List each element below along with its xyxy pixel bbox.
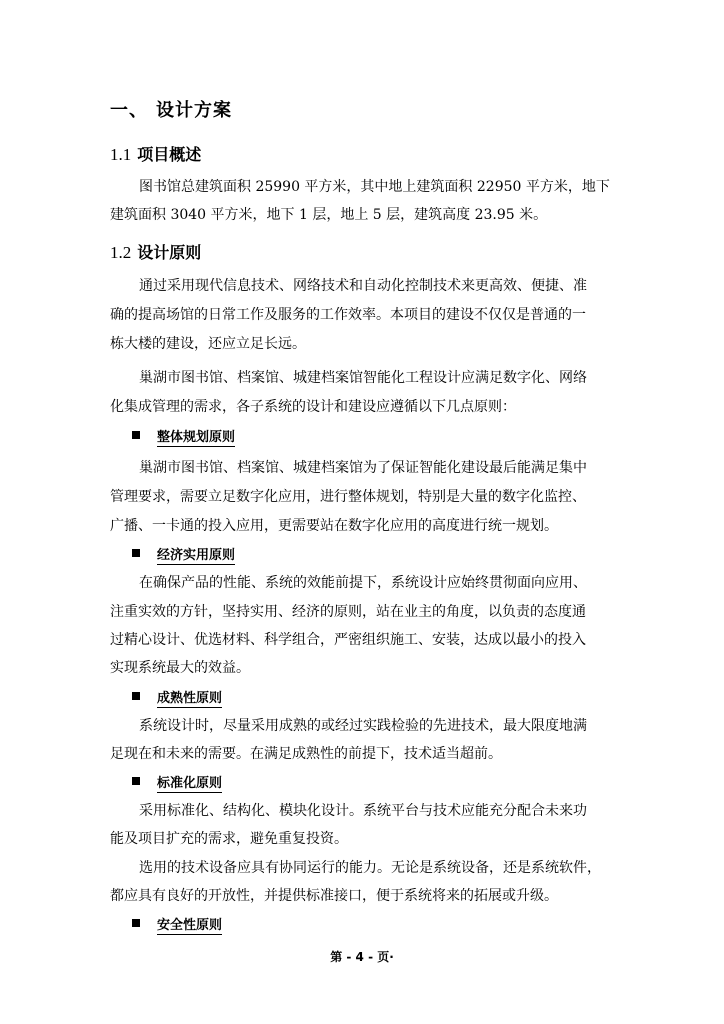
paragraph-line: 建筑面积 3040 平方米，地下 1 层，地上 5 层，建筑高度 23.95 米。 bbox=[110, 207, 548, 223]
section-title: 项目概述 bbox=[137, 145, 202, 164]
principle-heading-standardization bbox=[132, 772, 222, 791]
paragraph-line: 巢湖市图书馆、档案馆、城建档案馆为了保证智能化建设最后能满足集中 bbox=[139, 460, 587, 476]
section-number: 1.1 bbox=[110, 145, 132, 164]
paragraph-line: 巢湖市图书馆、档案馆、城建档案馆智能化工程设计应满足数字化、网络 bbox=[139, 370, 587, 386]
principle-title: 安全性原则 bbox=[157, 918, 223, 933]
square-bullet-icon bbox=[132, 692, 140, 700]
heading-design-plan bbox=[110, 96, 232, 122]
paragraph-line: 实现系统最大的效益。 bbox=[110, 660, 250, 676]
section-title: 设计原则 bbox=[137, 243, 202, 262]
heading-title: 设计方案 bbox=[156, 100, 232, 121]
paragraph-line: 过精心设计、优选材料、科学组合，严密组织施工、安装，达成以最小的投入 bbox=[110, 632, 586, 648]
section-number: 1.2 bbox=[110, 243, 132, 262]
principle-title: 成熟性原则 bbox=[157, 691, 223, 706]
paragraph-line: 管理要求，需要立足数字化应用，进行整体规划，特别是大量的数字化监控、 bbox=[110, 489, 586, 505]
principle-heading-overall-planning bbox=[132, 426, 235, 445]
section-1-1-heading bbox=[110, 142, 201, 165]
square-bullet-icon bbox=[132, 549, 140, 557]
paragraph-line: 在确保产品的性能、系统的效能前提下，系统设计应始终贯彻面向应用、 bbox=[139, 575, 587, 591]
heading-number: 一、 bbox=[110, 100, 148, 121]
paragraph-line: 图书馆总建筑面积 25990 平方米，其中地上建筑面积 22950 平方米，地下 bbox=[139, 179, 610, 195]
principle-heading-security bbox=[132, 914, 222, 933]
paragraph-line: 采用标准化、结构化、模块化设计。系统平台与技术应能充分配合未来功 bbox=[139, 803, 587, 819]
square-bullet-icon bbox=[132, 431, 140, 439]
principle-title: 标准化原则 bbox=[157, 776, 223, 791]
paragraph-line: 化集成管理的需求，各子系统的设计和建设应遵循以下几点原则： bbox=[110, 399, 516, 415]
paragraph-line: 确的提高场馆的日常工作及服务的工作效率。本项目的建设不仅仅是普通的一 bbox=[110, 307, 586, 323]
paragraph-line: 能及项目扩充的需求，避免重复投资。 bbox=[110, 831, 348, 847]
paragraph-line: 通过采用现代信息技术、网络技术和自动化控制技术来更高效、便捷、准 bbox=[139, 278, 587, 294]
principle-heading-maturity bbox=[132, 687, 222, 706]
paragraph-line: 栋大楼的建设，还应立足长远。 bbox=[110, 336, 306, 352]
page-number-footer: 第 - 4 - 页· bbox=[330, 950, 394, 964]
paragraph-line: 广播、一卡通的投入应用，更需要站在数字化应用的高度进行统一规划。 bbox=[110, 518, 558, 534]
principle-title: 经济实用原则 bbox=[157, 548, 236, 563]
square-bullet-icon bbox=[132, 777, 140, 785]
square-bullet-icon bbox=[132, 919, 140, 927]
principle-heading-economic bbox=[132, 544, 235, 563]
paragraph-line: 都应具有良好的开放性，并提供标准接口，便于系统将来的拓展或升级。 bbox=[110, 888, 558, 904]
paragraph-line: 注重实效的方针，坚持实用、经济的原则，站在业主的角度，以负责的态度通 bbox=[110, 604, 586, 620]
principle-title: 整体规划原则 bbox=[157, 430, 236, 445]
section-1-2-heading bbox=[110, 240, 201, 263]
paragraph-line: 足现在和未来的需要。在满足成熟性的前提下，技术适当超前。 bbox=[110, 746, 502, 762]
paragraph-line: 选用的技术设备应具有协同运行的能力。无论是系统设备，还是系统软件， bbox=[139, 860, 601, 876]
paragraph-line: 系统设计时，尽量采用成熟的或经过实践检验的先进技术，最大限度地满 bbox=[139, 718, 587, 734]
